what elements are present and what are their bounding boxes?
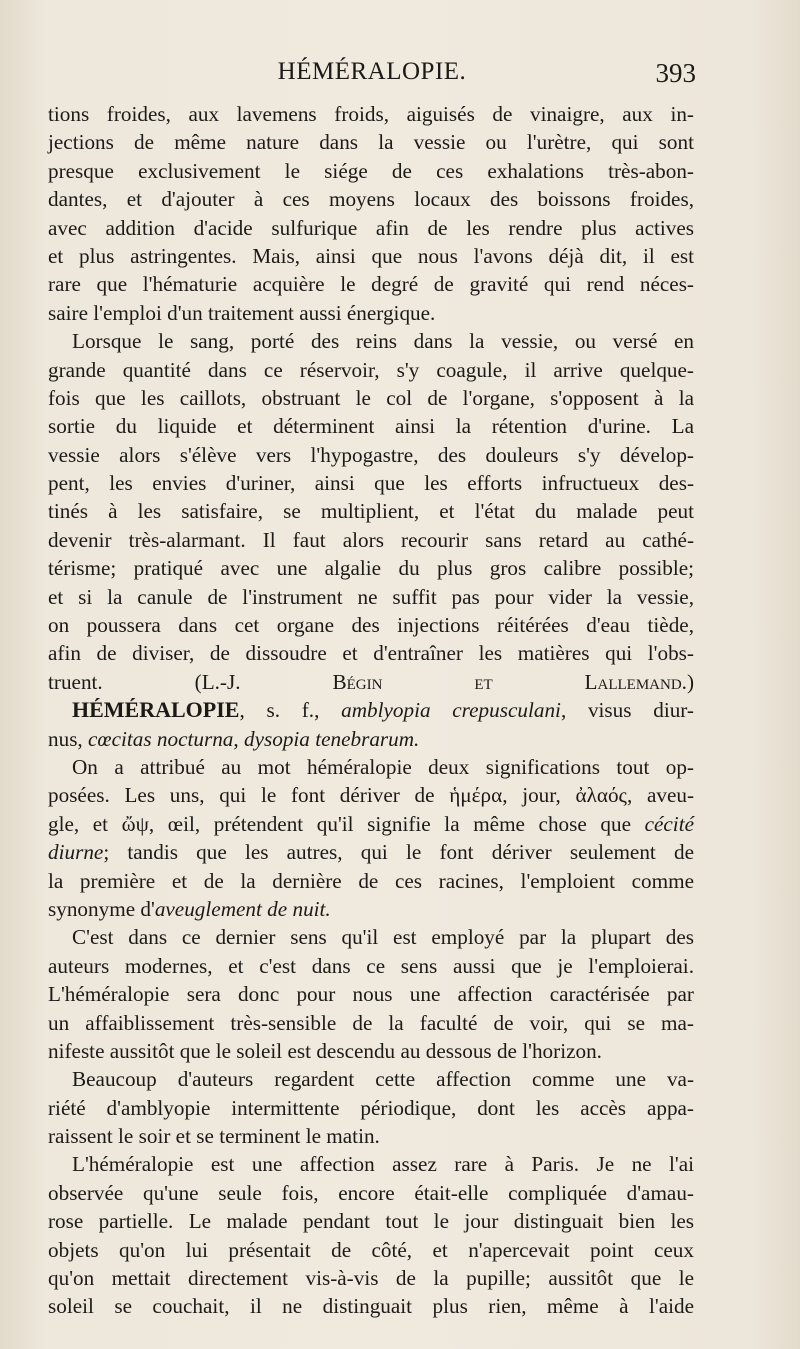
text-line: pent, les envies d'uriner, ainsi que les efforts infructueux des- <box>48 471 694 496</box>
text-line: térisme; pratiqué avec une algalie du plus gros calibre possible; <box>48 556 694 581</box>
text-line: tinés à les satisfaire, se multiplient, et l'état du malade peut <box>48 499 694 524</box>
text-line: nifeste aussitôt que le soleil est descendu au dessous de l'horizon. <box>48 1038 602 1063</box>
text-line: observée qu'une seule fois, encore était-elle compliquée d'amau- <box>48 1180 694 1205</box>
text-line <box>48 895 694 923</box>
entry-synonym: cœcitas nocturna <box>88 726 234 751</box>
text-line: Lorsque le sang, porté des reins dans la vessie, ou versé en <box>72 329 694 354</box>
italic-term: diurne <box>48 840 104 865</box>
text-line: rose partielle. Le malade pendant tout le jour distinguait bien les <box>48 1209 694 1234</box>
text-line: saire l'emploi d'un traitement aussi énergique. <box>48 300 436 325</box>
text-span: , jour, <box>502 783 576 808</box>
text-span: ; tandis que les autres, qui le font dériver seulement de <box>103 840 694 865</box>
text-line: jections de même nature dans la vessie ou l'urètre, qui sont <box>48 130 694 155</box>
text-line: L'héméralopie est une affection assez rare à Paris. Je ne l'ai <box>72 1152 694 1177</box>
text-line: avec addition d'acide sulfurique afin de les rendre plus actives <box>48 215 694 240</box>
entry-grammar: , s. f., <box>239 698 342 723</box>
text-line: auteurs modernes, et c'est dans ce sens aussi que je l'emploierai. <box>48 953 694 978</box>
signature-line <box>48 668 694 696</box>
text-line: qu'on mettait directement vis-à-vis de la pupille; aussitôt que le <box>48 1266 694 1291</box>
text-line: dantes, et d'ajouter à ces moyens locaux des boissons froides, <box>48 187 694 212</box>
entry-synonym: dysopia tenebrarum. <box>243 726 420 751</box>
running-head <box>48 58 696 94</box>
signature-word: truent. <box>48 669 103 694</box>
italic-term: aveuglement de nuit. <box>154 896 331 921</box>
text-line <box>48 838 694 866</box>
text-line: On a attribué au mot héméralopie deux significations tout op- <box>72 754 694 779</box>
greek-word: ὤψ <box>121 811 149 836</box>
text-line <box>48 810 694 838</box>
text-line: et si la canule de l'instrument ne suffit pas pour vider la vessie, <box>48 584 694 609</box>
text-line: L'héméralopie sera donc pour nous une affection caractérisée par <box>48 982 694 1007</box>
text-line: et plus astringentes. Mais, ainsi que nous l'avons déjà dit, il est <box>48 243 694 268</box>
text-span: , aveu- <box>626 783 695 808</box>
text-line: on poussera dans cet organe des injections réitérées d'eau tiède, <box>48 613 694 638</box>
text-line: C'est dans ce dernier sens qu'il est employé par la plupart des <box>72 925 694 950</box>
text-line: la première et de la dernière de ces racines, l'emploient comme <box>48 868 694 893</box>
greek-word: ἡμέρα <box>449 783 503 808</box>
text-span: posées. Les uns, qui le font dériver de <box>48 783 450 808</box>
entry-text: nus, <box>48 726 89 751</box>
text-line: soleil se couchait, il ne distinguait plus rien, même à l'aide <box>48 1294 694 1319</box>
text-line: afin de diviser, de dissoudre et d'entraîner les matières qui l'obs- <box>48 641 694 666</box>
text-line <box>48 781 694 809</box>
text-line: tions froides, aux lavemens froids, aiguisés de vinaigre, aux in- <box>48 102 694 126</box>
text-span: gle, et <box>48 811 122 836</box>
entry-synonym: amblyopia crepusculani <box>341 698 561 723</box>
text-span: , œil, prétendent qu'il signifie la même chose que <box>148 811 645 836</box>
text-line: un affaiblissement très-sensible de la faculté de voir, qui se ma- <box>48 1010 694 1035</box>
entry-head-line <box>48 696 694 724</box>
greek-word: ἀλαός <box>575 783 627 808</box>
text-line: Beaucoup d'auteurs regardent cette affection comme une va- <box>72 1067 694 1092</box>
text-line: grande quantité dans ce réservoir, s'y coagule, il arrive quelque- <box>48 357 694 382</box>
text-line: fois que les caillots, obstruant le col de l'organe, s'opposent à la <box>48 385 694 410</box>
entry-text: , visus diur- <box>560 698 694 723</box>
text-span: synonyme d' <box>48 896 155 921</box>
text-line: devenir très-alarmant. Il faut alors recourir sans retard au cathé- <box>48 527 694 552</box>
body-text <box>48 100 694 1321</box>
text-line: riété d'amblyopie intermittente périodique, dont les accès appa- <box>48 1095 694 1120</box>
text-line: raissent le soir et se terminent le matin. <box>48 1124 380 1149</box>
text-line: rare que l'hématurie acquière le degré de gravité qui rend néces- <box>48 272 694 297</box>
text-line: objets qu'on lui présentait de côté, et n'apercevait point ceux <box>48 1237 694 1262</box>
italic-term: cécité <box>644 811 694 836</box>
entry-text: , <box>233 726 244 751</box>
text-line: vessie alors s'élève vers l'hypogastre, des douleurs s'y dévelop- <box>48 442 694 467</box>
entry-headword: HÉMÉRALOPIE <box>72 697 240 723</box>
entry-synonyms-line <box>48 725 694 753</box>
page-number: 393 <box>655 58 696 88</box>
text-line: presque exclusivement le siége de ces exhalations très-abon- <box>48 158 694 183</box>
author-signature: (L.-J. Bégin et Lallemand.) <box>194 669 695 694</box>
text-line: sortie du liquide et déterminent ainsi la rétention d'urine. La <box>48 414 694 439</box>
running-title: HÉMÉRALOPIE. <box>277 58 467 85</box>
